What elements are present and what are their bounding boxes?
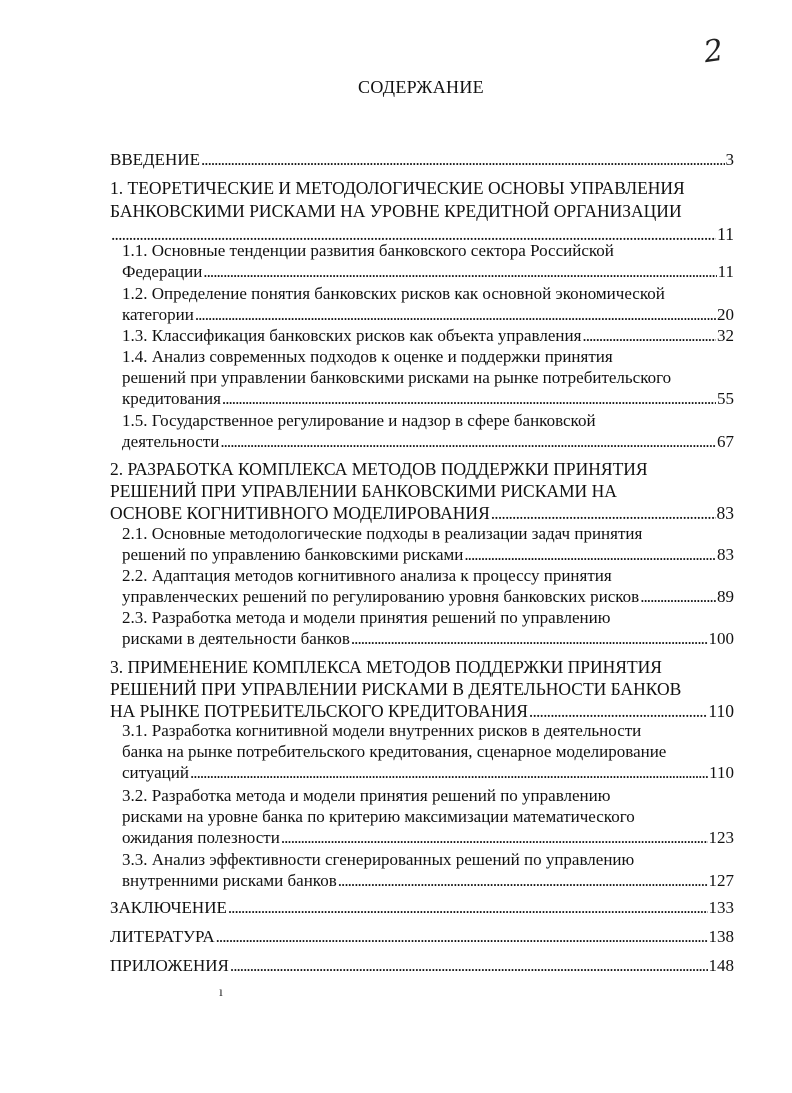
toc-entry-section-2-3 [122, 607, 734, 649]
toc-page-number: 67 [717, 432, 734, 451]
leader-dots [464, 544, 716, 565]
toc-entry-label: Федерации [122, 262, 203, 281]
toc-entry-section-2-2 [122, 565, 734, 607]
toc-page-number: 100 [708, 629, 734, 648]
toc-page-number: 127 [708, 871, 734, 890]
toc-page-number: 20 [717, 305, 734, 324]
toc-entry-label: управленческих решений по регулированию уровня банковских рисков [122, 587, 640, 606]
toc-page-number: 83 [716, 503, 734, 523]
toc-page-number: 83 [717, 545, 734, 564]
toc-entry-section-1-2 [122, 283, 734, 325]
toc-entry-line: 1. ТЕОРЕТИЧЕСКИЕ И МЕТОДОЛОГИЧЕСКИЕ ОСНОВЫ УПРАВЛЕНИЯ [110, 178, 685, 198]
leader-dots [228, 897, 708, 918]
toc-entry-line: 2.3. Разработка метода и модели принятия решений по управлению [122, 608, 611, 627]
toc-entry-section-3-2 [122, 785, 734, 848]
toc-entry-line: РЕШЕНИЙ ПРИ УПРАВЛЕНИИ РИСКАМИ В ДЕЯТЕЛЬНОСТИ БАНКОВ [110, 679, 682, 699]
toc-page-number: 32 [717, 326, 734, 345]
toc-entry-line: 2.1. Основные методологические подходы в реализации задач принятия [122, 524, 643, 543]
toc-entry-line: 2. РАЗРАБОТКА КОМПЛЕКСА МЕТОДОВ ПОДДЕРЖКИ ПРИНЯТИЯ [110, 459, 648, 479]
toc-entry-chapter-1 [110, 177, 734, 246]
toc-page-number: 89 [717, 587, 734, 606]
toc-entry-line: 1.4. Анализ современных подходов к оценке и поддержки принятия [122, 347, 613, 366]
leader-dots [230, 955, 708, 976]
toc-page-number: 11 [717, 224, 734, 244]
toc-page-number: 110 [709, 763, 734, 782]
toc-entry-label: ожидания полезности [122, 828, 280, 847]
toc-entry-chapter-3 [110, 656, 734, 722]
leader-dots [281, 827, 708, 848]
toc-entry-label: ЗАКЛЮЧЕНИЕ [110, 898, 227, 917]
toc-entry-label: ситуаций [122, 763, 189, 782]
leader-dots [338, 870, 708, 891]
toc-entry-line: 1.1. Основные тенденции развития банковского сектора Российской [122, 241, 614, 260]
toc-entry-literature [110, 926, 734, 947]
leader-dots [195, 304, 716, 325]
toc-entry-label: 1.3. Классификация банковских рисков как объекта управления [122, 326, 582, 345]
leader-dots [203, 261, 716, 282]
toc-entry-line: 3.3. Анализ эффективности сгенерированных решений по управлению [122, 850, 635, 869]
toc-entry-line: 1.2. Определение понятия банковских рисков как основной экономической [122, 284, 665, 303]
toc-entry-section-3-3 [122, 849, 734, 891]
toc-page-number: 3 [725, 150, 734, 169]
toc-entry-label: кредитования [122, 389, 221, 408]
toc-entry-line: 2.2. Адаптация методов когнитивного анализа к процессу принятия [122, 566, 612, 585]
toc-entry-line: решений при управлении банковскими рисками на рынке потребительского [122, 368, 672, 387]
toc-entry-label: категории [122, 305, 194, 324]
toc-entry-label: ПРИЛОЖЕНИЯ [110, 956, 229, 975]
toc-page-number: 138 [708, 927, 734, 946]
leader-dots [582, 325, 716, 346]
leader-dots [220, 431, 716, 452]
toc-entry-introduction [110, 149, 734, 170]
toc-entry-line: 1.5. Государственное регулирование и надзор в сфере банковской [122, 411, 596, 430]
leader-dots [351, 628, 708, 649]
scan-mark: ı [219, 985, 223, 1000]
leader-dots [222, 388, 716, 409]
toc-entry-conclusion [110, 897, 734, 918]
toc-page-number: 133 [708, 898, 734, 917]
toc-entry-appendices [110, 955, 734, 976]
toc-page-number: 110 [708, 701, 734, 721]
toc-entry-section-1-5 [122, 410, 734, 452]
toc-entry-label: рисками в деятельности банков [122, 629, 350, 648]
toc-page-number: 123 [708, 828, 734, 847]
toc-entry-line: банка на рынке потребительского кредитования, сценарное моделирование [122, 742, 667, 761]
toc-entry-section-1-1 [122, 240, 734, 282]
toc-entry-label: ВВЕДЕНИЕ [110, 150, 200, 169]
toc-page-number: 55 [717, 389, 734, 408]
leader-dots [216, 926, 708, 947]
toc-entry-line: рисками на уровне банка по критерию максимизации математического [122, 807, 635, 826]
toc-entry-chapter-2 [110, 458, 734, 524]
page-title: СОДЕРЖАНИЕ [358, 77, 484, 97]
toc-entry-section-2-1 [122, 523, 734, 565]
leader-dots [201, 149, 725, 170]
toc-entry-line: 3.2. Разработка метода и модели принятия решений по управлению [122, 786, 611, 805]
toc-entry-line: РЕШЕНИЙ ПРИ УПРАВЛЕНИИ БАНКОВСКИМИ РИСКАМИ НА [110, 481, 617, 501]
toc-entry-section-3-1 [122, 720, 734, 783]
toc-entry-label: ЛИТЕРАТУРА [110, 927, 215, 946]
toc-entry-label: НА РЫНКЕ ПОТРЕБИТЕЛЬСКОГО КРЕДИТОВАНИЯ [110, 701, 528, 721]
leader-dots [190, 762, 708, 783]
leader-dots [640, 586, 716, 607]
toc-entry-line: 3. ПРИМЕНЕНИЕ КОМПЛЕКСА МЕТОДОВ ПОДДЕРЖКИ ПРИНЯТИЯ [110, 657, 662, 677]
toc-page-number: 148 [708, 956, 734, 975]
toc-page-number: 11 [717, 262, 734, 281]
toc-entry-label: решений по управлению банковскими рисками [122, 545, 464, 564]
toc-entry-label: деятельности [122, 432, 220, 451]
toc-entry-section-1-4 [122, 346, 734, 409]
toc-entry-line: БАНКОВСКИМИ РИСКАМИ НА УРОВНЕ КРЕДИТНОЙ ОРГАНИЗАЦИИ [110, 201, 682, 221]
leader-dots [491, 502, 716, 524]
toc-entry-line: 3.1. Разработка когнитивной модели внутренних рисков в деятельности [122, 721, 642, 740]
toc-entry-label: внутренними рисками банков [122, 871, 337, 890]
leader-dots [529, 700, 708, 722]
handwritten-page-number: 2 [701, 32, 726, 71]
toc-entry-label: ОСНОВЕ КОГНИТИВНОГО МОДЕЛИРОВАНИЯ [110, 503, 490, 523]
toc-entry-section-1-3 [122, 325, 734, 346]
